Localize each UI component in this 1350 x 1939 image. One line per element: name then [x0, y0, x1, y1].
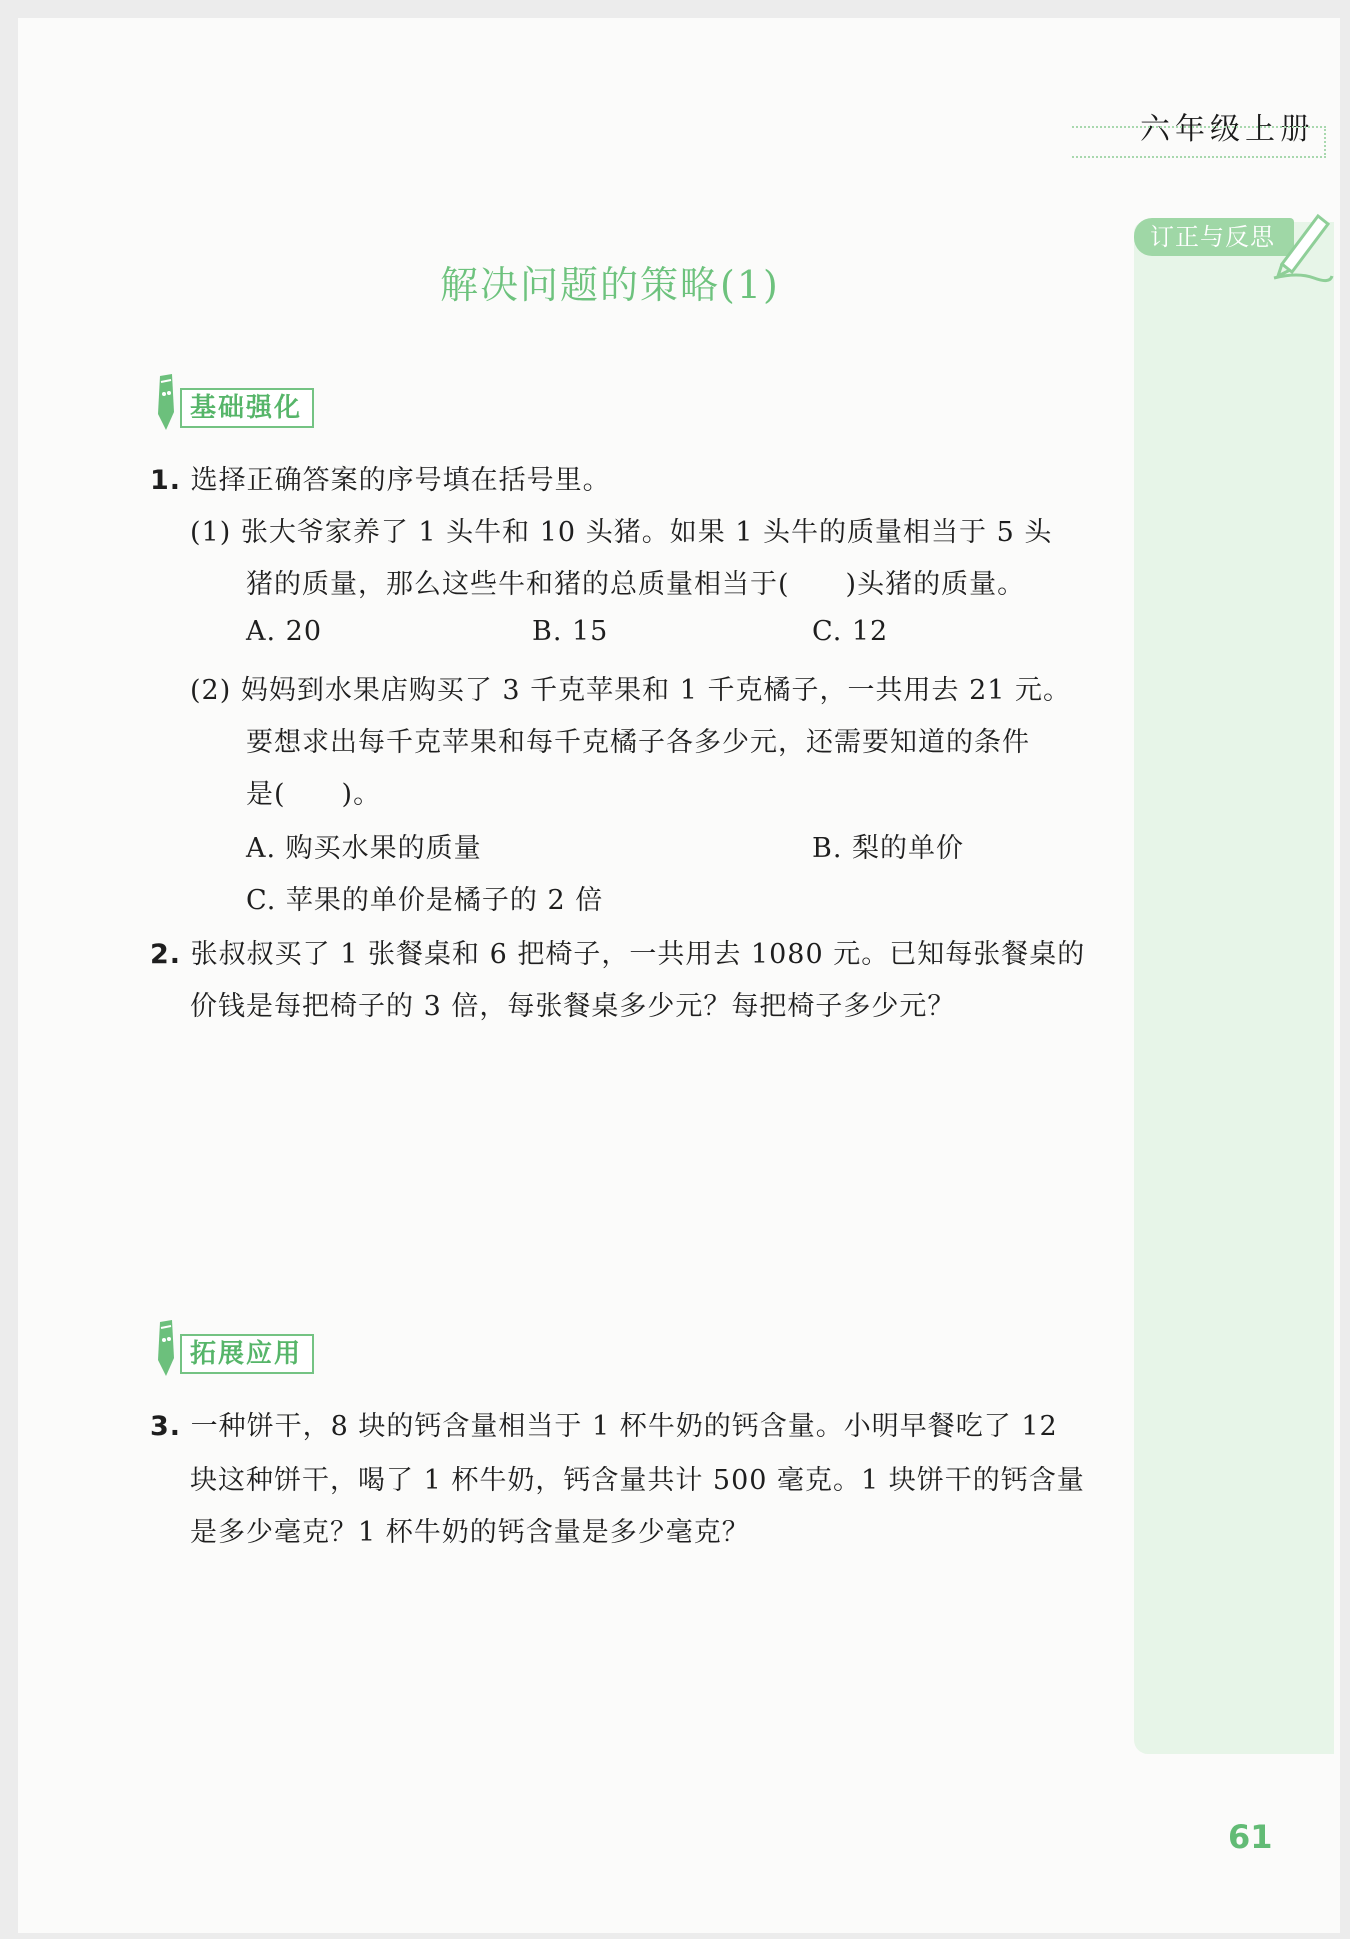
question-text: 选择正确答案的序号填在括号里。 — [190, 465, 611, 496]
question-text: 一种饼干，8 块的钙含量相当于 1 杯牛奶的钙含量。小明早餐吃了 12 — [190, 1411, 1058, 1442]
q1-sub2-line1: (2) 妈妈到水果店购买了 3 千克苹果和 1 千克橘子，一共用去 21 元。 — [190, 675, 1072, 706]
grade-header: 六年级上册 — [1140, 112, 1315, 147]
q1-sub2-option-c: C. 苹果的单价是橘子的 2 倍 — [246, 885, 604, 916]
pencil-icon — [150, 372, 180, 432]
question-1-stem — [150, 458, 611, 497]
question-3-line2: 块这种饼干，喝了 1 杯牛奶，钙含量共计 500 毫克。1 块饼干的钙含量 — [190, 1465, 1085, 1496]
correction-reflection-panel — [1134, 222, 1334, 1754]
question-text: 张叔叔买了 1 张餐桌和 6 把椅子，一共用去 1080 元。已知每张餐桌的 — [190, 939, 1086, 970]
pencil-icon — [150, 1318, 180, 1378]
question-number: 1. — [150, 465, 182, 496]
q1-sub1-line1: (1) 张大爷家养了 1 头牛和 10 头猪。如果 1 头牛的质量相当于 5 头 — [190, 517, 1053, 548]
question-number: 3. — [150, 1411, 182, 1442]
q1-sub1-option-c: C. 12 — [812, 616, 889, 647]
header-dotted-rule — [1072, 126, 1326, 158]
q1-sub1-line2: 猪的质量，那么这些牛和猪的总质量相当于( )头猪的质量。 — [246, 569, 1026, 600]
correction-reflection-tab: 订正与反思 — [1134, 218, 1294, 256]
question-3-line1 — [150, 1404, 1058, 1443]
page-number: 61 — [1228, 1818, 1273, 1856]
page-title: 解决问题的策略(1) — [440, 263, 780, 307]
q1-sub2-line3: 是( )。 — [246, 779, 382, 810]
section-extend-label: 拓展应用 — [180, 1334, 314, 1374]
pen-icon — [1268, 206, 1336, 284]
q1-sub2-line2: 要想求出每千克苹果和每千克橘子各多少元，还需要知道的条件 — [246, 727, 1030, 758]
section-extend — [150, 1318, 330, 1372]
q1-sub1-option-b: B. 15 — [532, 616, 609, 647]
q1-sub1-option-a: A. 20 — [246, 616, 323, 647]
q1-sub2-option-a: A. 购买水果的质量 — [246, 833, 482, 864]
question-3-line3: 是多少毫克？1 杯牛奶的钙含量是多少毫克？ — [190, 1517, 750, 1548]
q1-sub2-option-b: B. 梨的单价 — [812, 833, 965, 864]
question-2-line1 — [150, 932, 1085, 971]
section-basic-label: 基础强化 — [180, 388, 314, 428]
question-number: 2. — [150, 939, 182, 970]
section-basic — [150, 372, 330, 426]
question-2-line2: 价钱是每把椅子的 3 倍，每张餐桌多少元？每把椅子多少元？ — [190, 991, 956, 1022]
